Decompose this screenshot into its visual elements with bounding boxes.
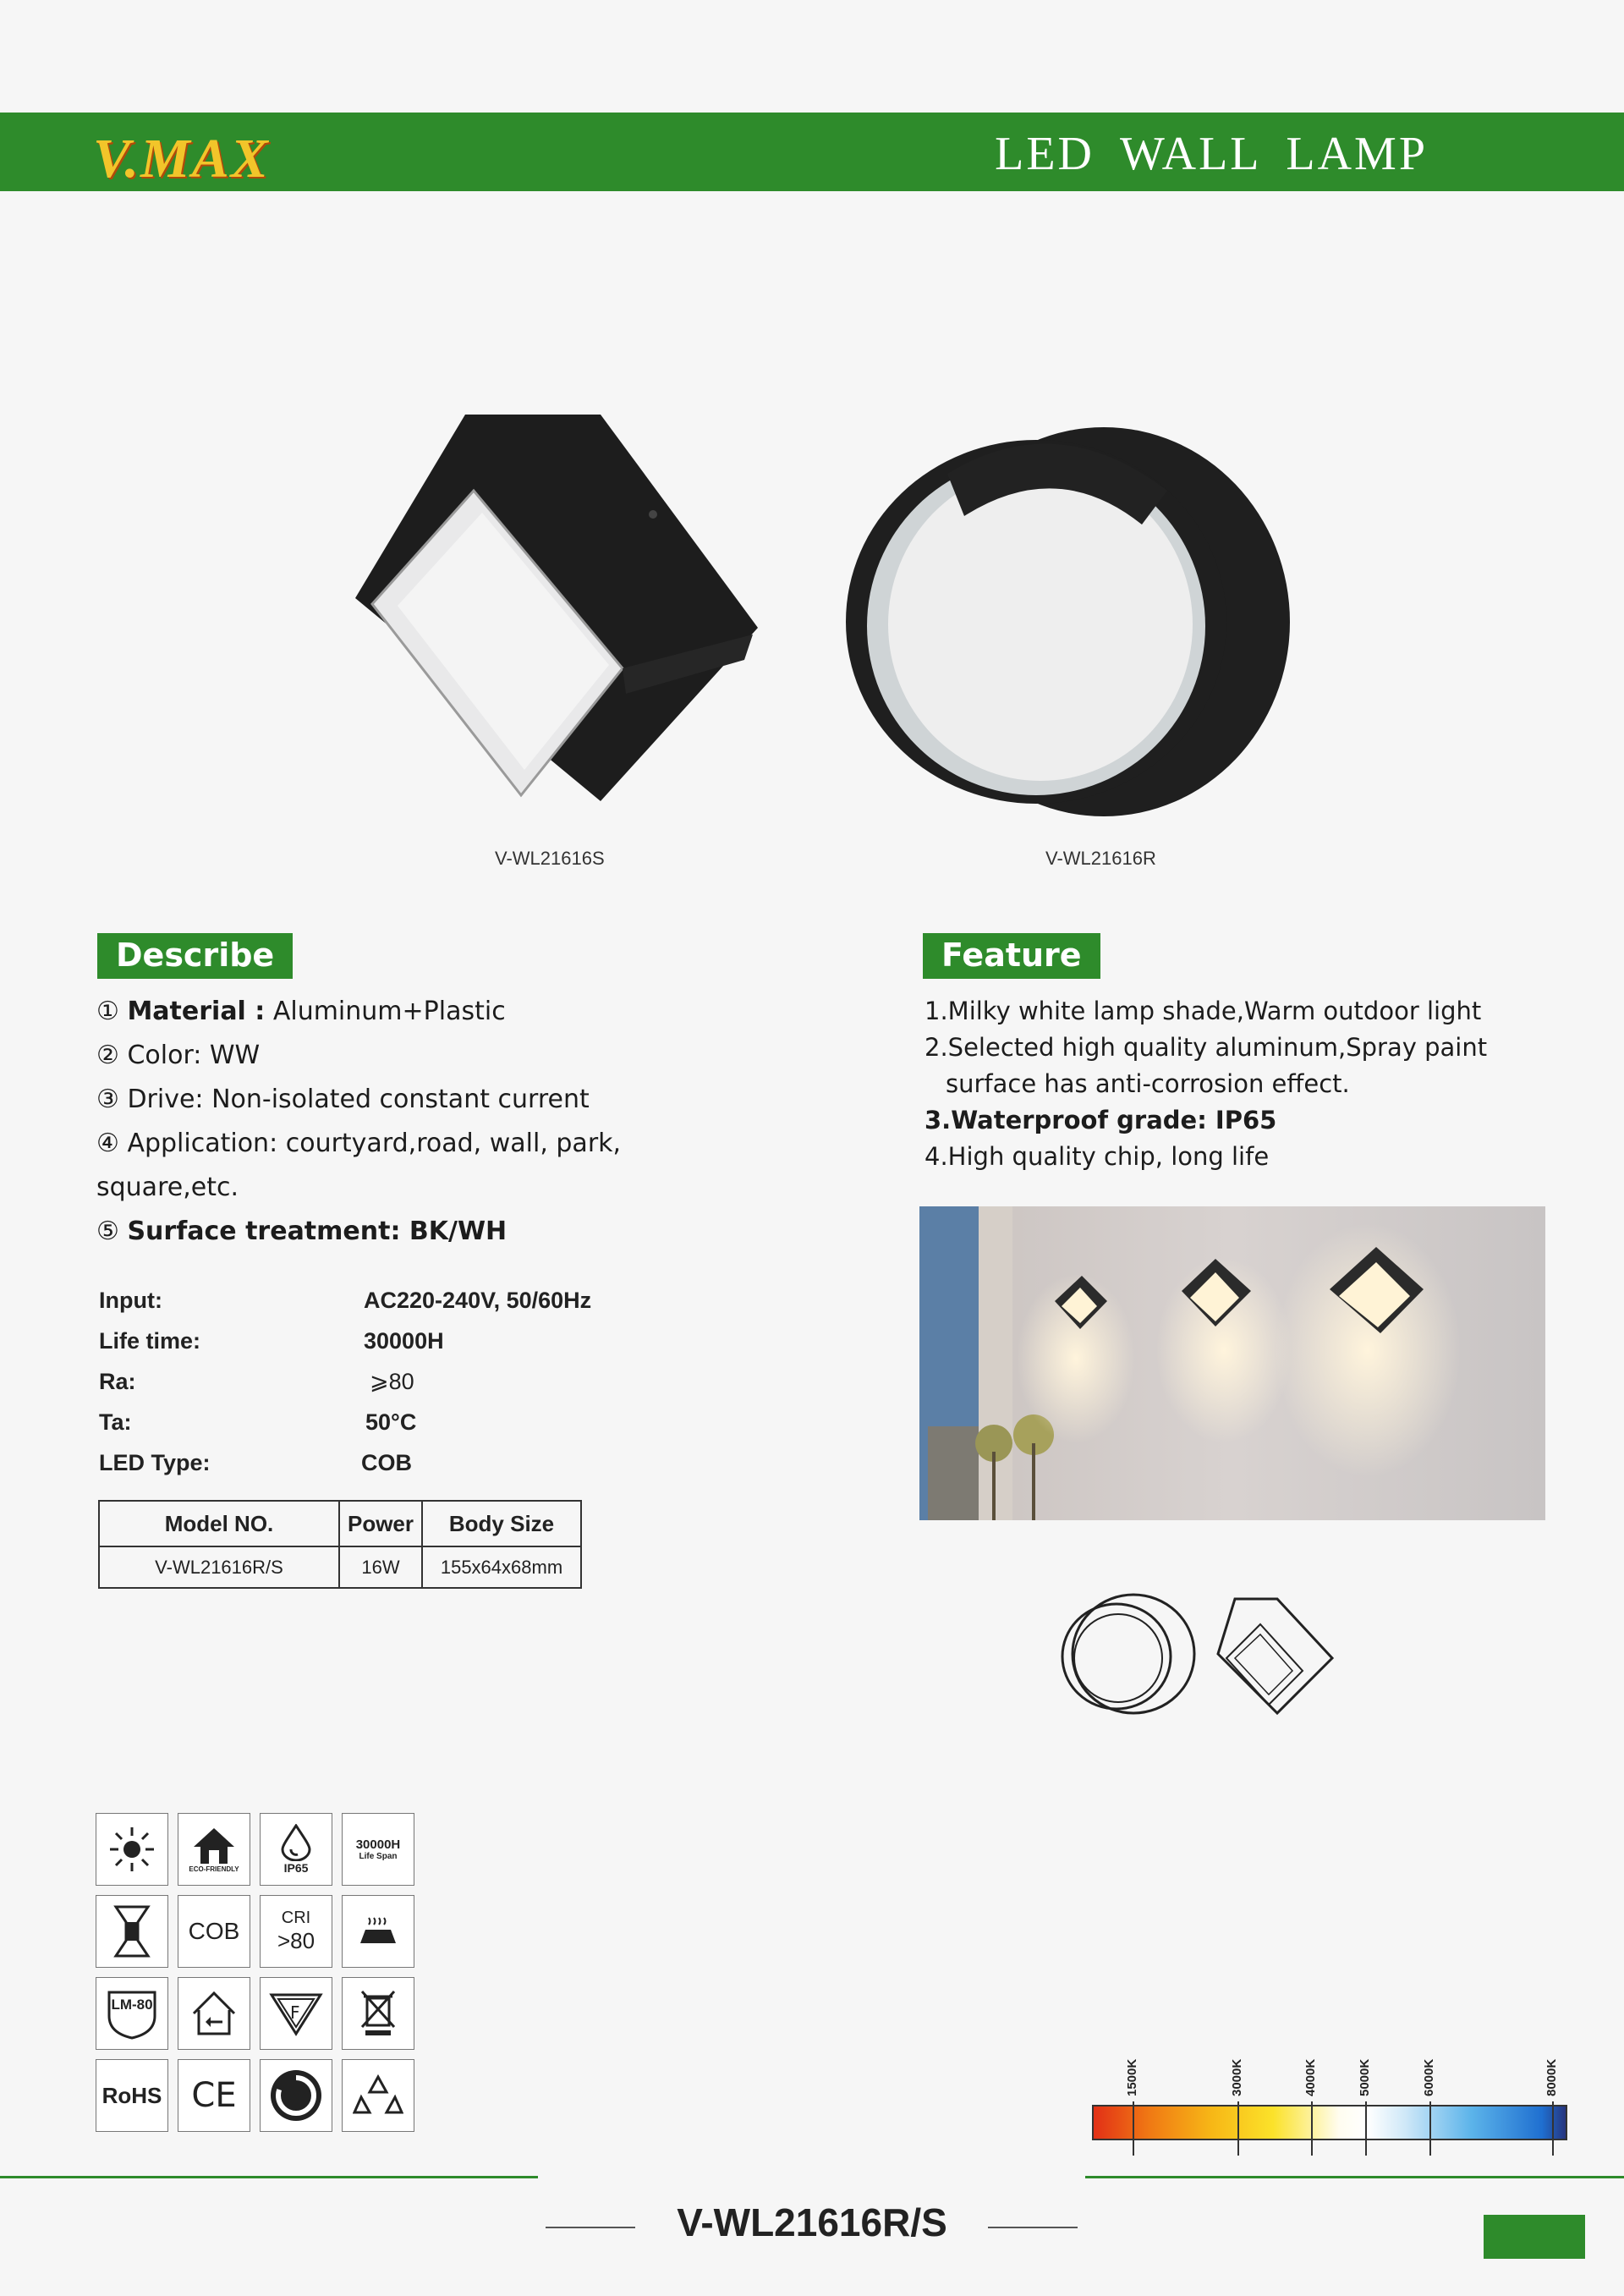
spec-label: Life time:	[99, 1328, 201, 1354]
color-temp-tick	[1365, 2101, 1367, 2156]
lifespan-value: 30000H	[355, 1837, 401, 1852]
weee-bin-icon	[342, 1977, 414, 2050]
column-header: Model NO.	[99, 1501, 339, 1546]
describe-item	[96, 990, 621, 1034]
rohs-label: RoHS	[102, 2082, 162, 2108]
color-temp-label: 4000K	[1303, 2058, 1318, 2096]
ce-icon	[178, 2059, 250, 2132]
spec-row	[99, 1369, 640, 1409]
product-caption-round: V-WL21616R	[1045, 848, 1156, 869]
feature-item: 2.Selected high quality aluminum,Spray paint	[924, 1033, 1488, 1062]
item-label: Surface treatment: BK/WH	[127, 1217, 508, 1246]
item-text: Application: courtyard,road, wall, park,	[127, 1129, 622, 1158]
footer-right-rule	[1085, 2176, 1624, 2178]
cob-icon	[178, 1895, 250, 1968]
cri-value: >80	[277, 1928, 315, 1953]
ip65-drop-icon	[260, 1813, 332, 1886]
spec-label: LED Type:	[99, 1450, 211, 1475]
product-caption-square: V-WL21616S	[495, 848, 605, 869]
svg-text:F: F	[290, 2002, 300, 2023]
spec-row	[99, 1409, 640, 1450]
f-mark-icon	[260, 1977, 332, 2050]
spec-row	[99, 1288, 640, 1328]
lm80-icon	[96, 1977, 168, 2050]
spec-value: COB	[361, 1450, 412, 1475]
ce-label: CE	[191, 2076, 237, 2115]
item-number: ⑤	[96, 1217, 119, 1246]
eco-home-icon	[178, 1813, 250, 1886]
column-header: Power	[339, 1501, 422, 1546]
describe-item	[96, 1078, 621, 1122]
cri-icon	[260, 1895, 332, 1968]
installation-scene-photo	[919, 1206, 1545, 1520]
describe-list	[96, 990, 621, 1254]
rohs-icon	[96, 2059, 168, 2132]
describe-heading: Describe	[97, 933, 293, 979]
feature-item: 1.Milky white lamp shade,Warm outdoor light	[924, 997, 1482, 1025]
spec-value: 50°C	[365, 1409, 417, 1435]
describe-item	[96, 1166, 621, 1210]
lifespan-label: Life Span	[359, 1852, 398, 1861]
item-label: Material :	[127, 997, 266, 1026]
color-temp-label: 1500K	[1125, 2058, 1139, 2096]
column-header: Body Size	[422, 1501, 581, 1546]
item-text: Color: WW	[127, 1041, 261, 1070]
green-dot-icon	[260, 2059, 332, 2132]
feature-item: 4.High quality chip, long life	[924, 1142, 1270, 1171]
home-install-icon	[178, 1977, 250, 2050]
cri-label: CRI	[281, 1909, 311, 1927]
item-text: square,etc.	[96, 1173, 239, 1202]
item-number: ④	[96, 1129, 119, 1158]
feature-item: 3.Waterproof grade: IP65	[924, 1106, 1277, 1134]
cob-label: COB	[188, 1918, 240, 1944]
lm80-label: LM-80	[111, 1997, 153, 2013]
item-text: Drive: Non-isolated constant current	[127, 1085, 590, 1114]
table-cell: 155x64x68mm	[422, 1546, 581, 1588]
item-text: Aluminum+Plastic	[265, 997, 506, 1026]
spec-row	[99, 1450, 640, 1491]
heat-sink-icon	[342, 1895, 414, 1968]
recycle-icon	[342, 2059, 414, 2132]
table-header-row	[99, 1501, 581, 1546]
model-table	[98, 1500, 582, 1589]
item-number: ③	[96, 1085, 119, 1114]
spec-value: AC220-240V, 50/60Hz	[364, 1288, 592, 1313]
color-temp-label: 6000K	[1422, 2058, 1436, 2096]
color-temp-tick	[1237, 2101, 1239, 2156]
describe-item	[96, 1210, 621, 1254]
beam-angle-icon	[96, 1895, 168, 1968]
describe-item	[96, 1034, 621, 1078]
spec-value: 30000H	[364, 1328, 444, 1354]
table-row	[99, 1546, 581, 1588]
sun-icon	[96, 1813, 168, 1886]
spec-label: Input:	[99, 1288, 162, 1313]
table-cell: V-WL21616R/S	[99, 1546, 339, 1588]
footer-green-block	[1484, 2215, 1585, 2259]
color-temp-tick	[1311, 2101, 1313, 2156]
spec-value: ⩾80	[370, 1369, 414, 1394]
feature-list	[924, 993, 1487, 1175]
footer-model-number: V-WL21616R/S	[677, 2200, 947, 2244]
round-lamp-image	[846, 423, 1294, 821]
feature-heading: Feature	[923, 933, 1100, 979]
spec-list	[99, 1288, 640, 1491]
item-number: ②	[96, 1041, 119, 1070]
feature-item: surface has anti-corrosion effect.	[946, 1069, 1350, 1098]
footer-left-rule	[0, 2176, 538, 2178]
item-number: ①	[96, 997, 119, 1026]
eco-label: ECO-FRIENDLY	[189, 1865, 239, 1873]
square-lamp-image	[338, 406, 770, 812]
spec-label: Ra:	[99, 1369, 136, 1394]
color-temp-label: 5000K	[1358, 2058, 1372, 2096]
spec-label: Ta:	[99, 1409, 132, 1435]
color-temp-tick	[1552, 2101, 1554, 2156]
describe-item	[96, 1122, 621, 1166]
table-cell: 16W	[339, 1546, 422, 1588]
color-temperature-bar	[1092, 2105, 1567, 2140]
ip65-label: IP65	[283, 1861, 309, 1875]
color-temp-label: 8000K	[1544, 2058, 1559, 2096]
brand-logo: V.MAX	[93, 128, 270, 190]
lifespan-icon	[342, 1813, 414, 1886]
spec-row	[99, 1328, 640, 1369]
color-temp-tick	[1133, 2101, 1134, 2156]
page-title: LED WALL LAMP	[995, 128, 1428, 180]
color-temp-label: 3000K	[1230, 2058, 1244, 2096]
color-temp-tick	[1429, 2101, 1431, 2156]
line-drawing-image	[1057, 1590, 1336, 1717]
